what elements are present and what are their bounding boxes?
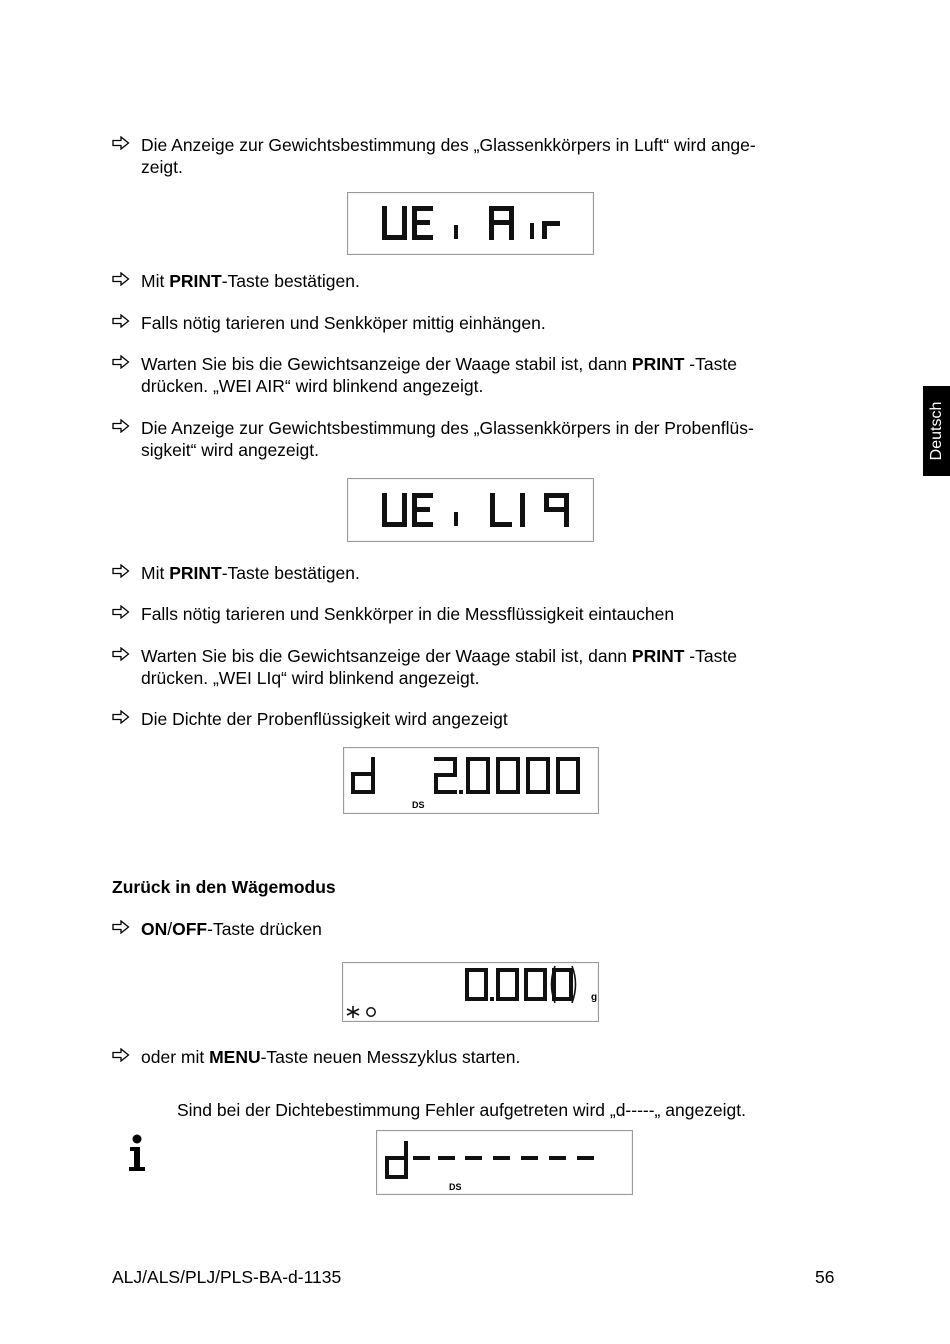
- arrow-right-icon: [112, 419, 130, 433]
- arrow-right-icon: [112, 920, 130, 934]
- step-liquid-intro: [112, 417, 822, 461]
- text-run: -Taste bestätigen.: [221, 271, 360, 291]
- arrow-right-icon: [112, 710, 130, 724]
- key-name: PRINT: [631, 354, 685, 374]
- step-text: [141, 1046, 822, 1068]
- lcd-digits: [348, 479, 593, 541]
- key-name: PRINT: [631, 646, 685, 666]
- text-run: Mit: [141, 271, 170, 291]
- info-note: Sind bei der Dichtebestimmung Fehler aufgetreten wird „d-----„ angezeigt.: [177, 1100, 747, 1120]
- lcd-display-wei-liq: [347, 478, 594, 542]
- step-text: [141, 312, 822, 334]
- arrow-right-icon: [112, 564, 130, 578]
- lcd-digits: [343, 963, 598, 1021]
- zero-indicator-icon: [367, 1008, 375, 1016]
- text-run: oder mit: [141, 1047, 210, 1067]
- step-text: [141, 603, 822, 625]
- text-run: -Taste: [684, 646, 737, 666]
- key-name: ON: [141, 919, 168, 939]
- step-density-shown: [112, 708, 822, 730]
- text-run: Die Anzeige zur Gewichtsbestimmung des „Glassenkkörpers in Luft“ wird ange-: [141, 135, 756, 155]
- lcd-display-error: [376, 1130, 633, 1195]
- step-text: [141, 562, 822, 584]
- step-text: [141, 134, 822, 178]
- text-run: -Taste: [684, 354, 737, 374]
- step-confirm-print-1: [112, 270, 822, 292]
- key-name: PRINT: [169, 563, 222, 583]
- key-name: OFF: [172, 919, 208, 939]
- arrow-right-icon: [112, 355, 130, 369]
- step-tare-1: [112, 312, 822, 334]
- lcd-display-weighing: [342, 962, 599, 1022]
- page-number: 56: [815, 1267, 835, 1287]
- step-wait-print-1: [112, 353, 822, 397]
- text-run: sigkeit“ wird angezeigt.: [141, 440, 319, 460]
- lcd-display-wei-air: [347, 192, 594, 255]
- text-run: -Taste bestätigen.: [221, 563, 360, 583]
- arrow-right-icon: [112, 1048, 130, 1062]
- step-text: [141, 353, 822, 397]
- info-icon: [126, 1134, 148, 1172]
- arrow-right-icon: [112, 272, 130, 286]
- lcd-digits: [348, 193, 593, 254]
- step-tare-2: [112, 603, 822, 625]
- text-run: Die Anzeige zur Gewichtsbestimmung des „Glassenkkörpers in der Probenflüs-: [141, 418, 754, 438]
- lcd-digits: [344, 748, 598, 813]
- text-run: Falls nötig tarieren und Senkköper mittig einhängen.: [141, 313, 546, 333]
- step-confirm-print-2: [112, 562, 822, 584]
- text-run: zeigt.: [141, 157, 183, 177]
- key-name: MENU: [209, 1047, 261, 1067]
- lcd-display-density: [343, 747, 599, 814]
- arrow-right-icon: [112, 605, 130, 619]
- lcd-digits: [377, 1131, 632, 1194]
- step-menu: [112, 1046, 822, 1068]
- arrow-right-icon: [112, 647, 130, 661]
- text-run: -Taste neuen Messzyklus starten.: [260, 1047, 521, 1067]
- ds-indicator: DS: [449, 1182, 462, 1192]
- step-air-intro: [112, 134, 822, 178]
- text-run: -Taste drücken: [207, 919, 322, 939]
- stability-asterisk-icon: [347, 1006, 359, 1018]
- step-onoff: [112, 918, 822, 940]
- language-tab-label: Deutsch: [927, 401, 945, 461]
- text-run: drücken. „WEI AIR“ wird blinkend angezeigt.: [141, 376, 484, 396]
- section-heading: Zurück in den Wägemodus: [112, 877, 336, 897]
- arrow-right-icon: [112, 136, 130, 150]
- text-run: Warten Sie bis die Gewichtsanzeige der Waage stabil ist, dann: [141, 646, 632, 666]
- step-text: [141, 270, 822, 292]
- document-id: ALJ/ALS/PLJ/PLS-BA-d-1135: [112, 1267, 342, 1287]
- language-tab: [923, 386, 950, 476]
- arrow-right-icon: [112, 314, 130, 328]
- step-text: [141, 417, 822, 461]
- text-run: drücken. „WEI LIq“ wird blinkend angezeigt.: [141, 668, 480, 688]
- step-text: [141, 708, 822, 730]
- text-run: Mit: [141, 563, 170, 583]
- key-name: PRINT: [169, 271, 222, 291]
- text-run: /: [167, 919, 173, 939]
- text-run: Falls nötig tarieren und Senkkörper in die Messflüssigkeit eintauchen: [141, 604, 675, 624]
- ds-indicator: DS: [412, 800, 425, 810]
- step-text: [141, 918, 822, 940]
- step-wait-print-2: [112, 645, 822, 689]
- text-run: Die Dichte der Probenflüssigkeit wird angezeigt: [141, 709, 508, 729]
- step-text: [141, 645, 822, 689]
- text-run: Warten Sie bis die Gewichtsanzeige der Waage stabil ist, dann: [141, 354, 632, 374]
- unit-label: g: [591, 992, 598, 1003]
